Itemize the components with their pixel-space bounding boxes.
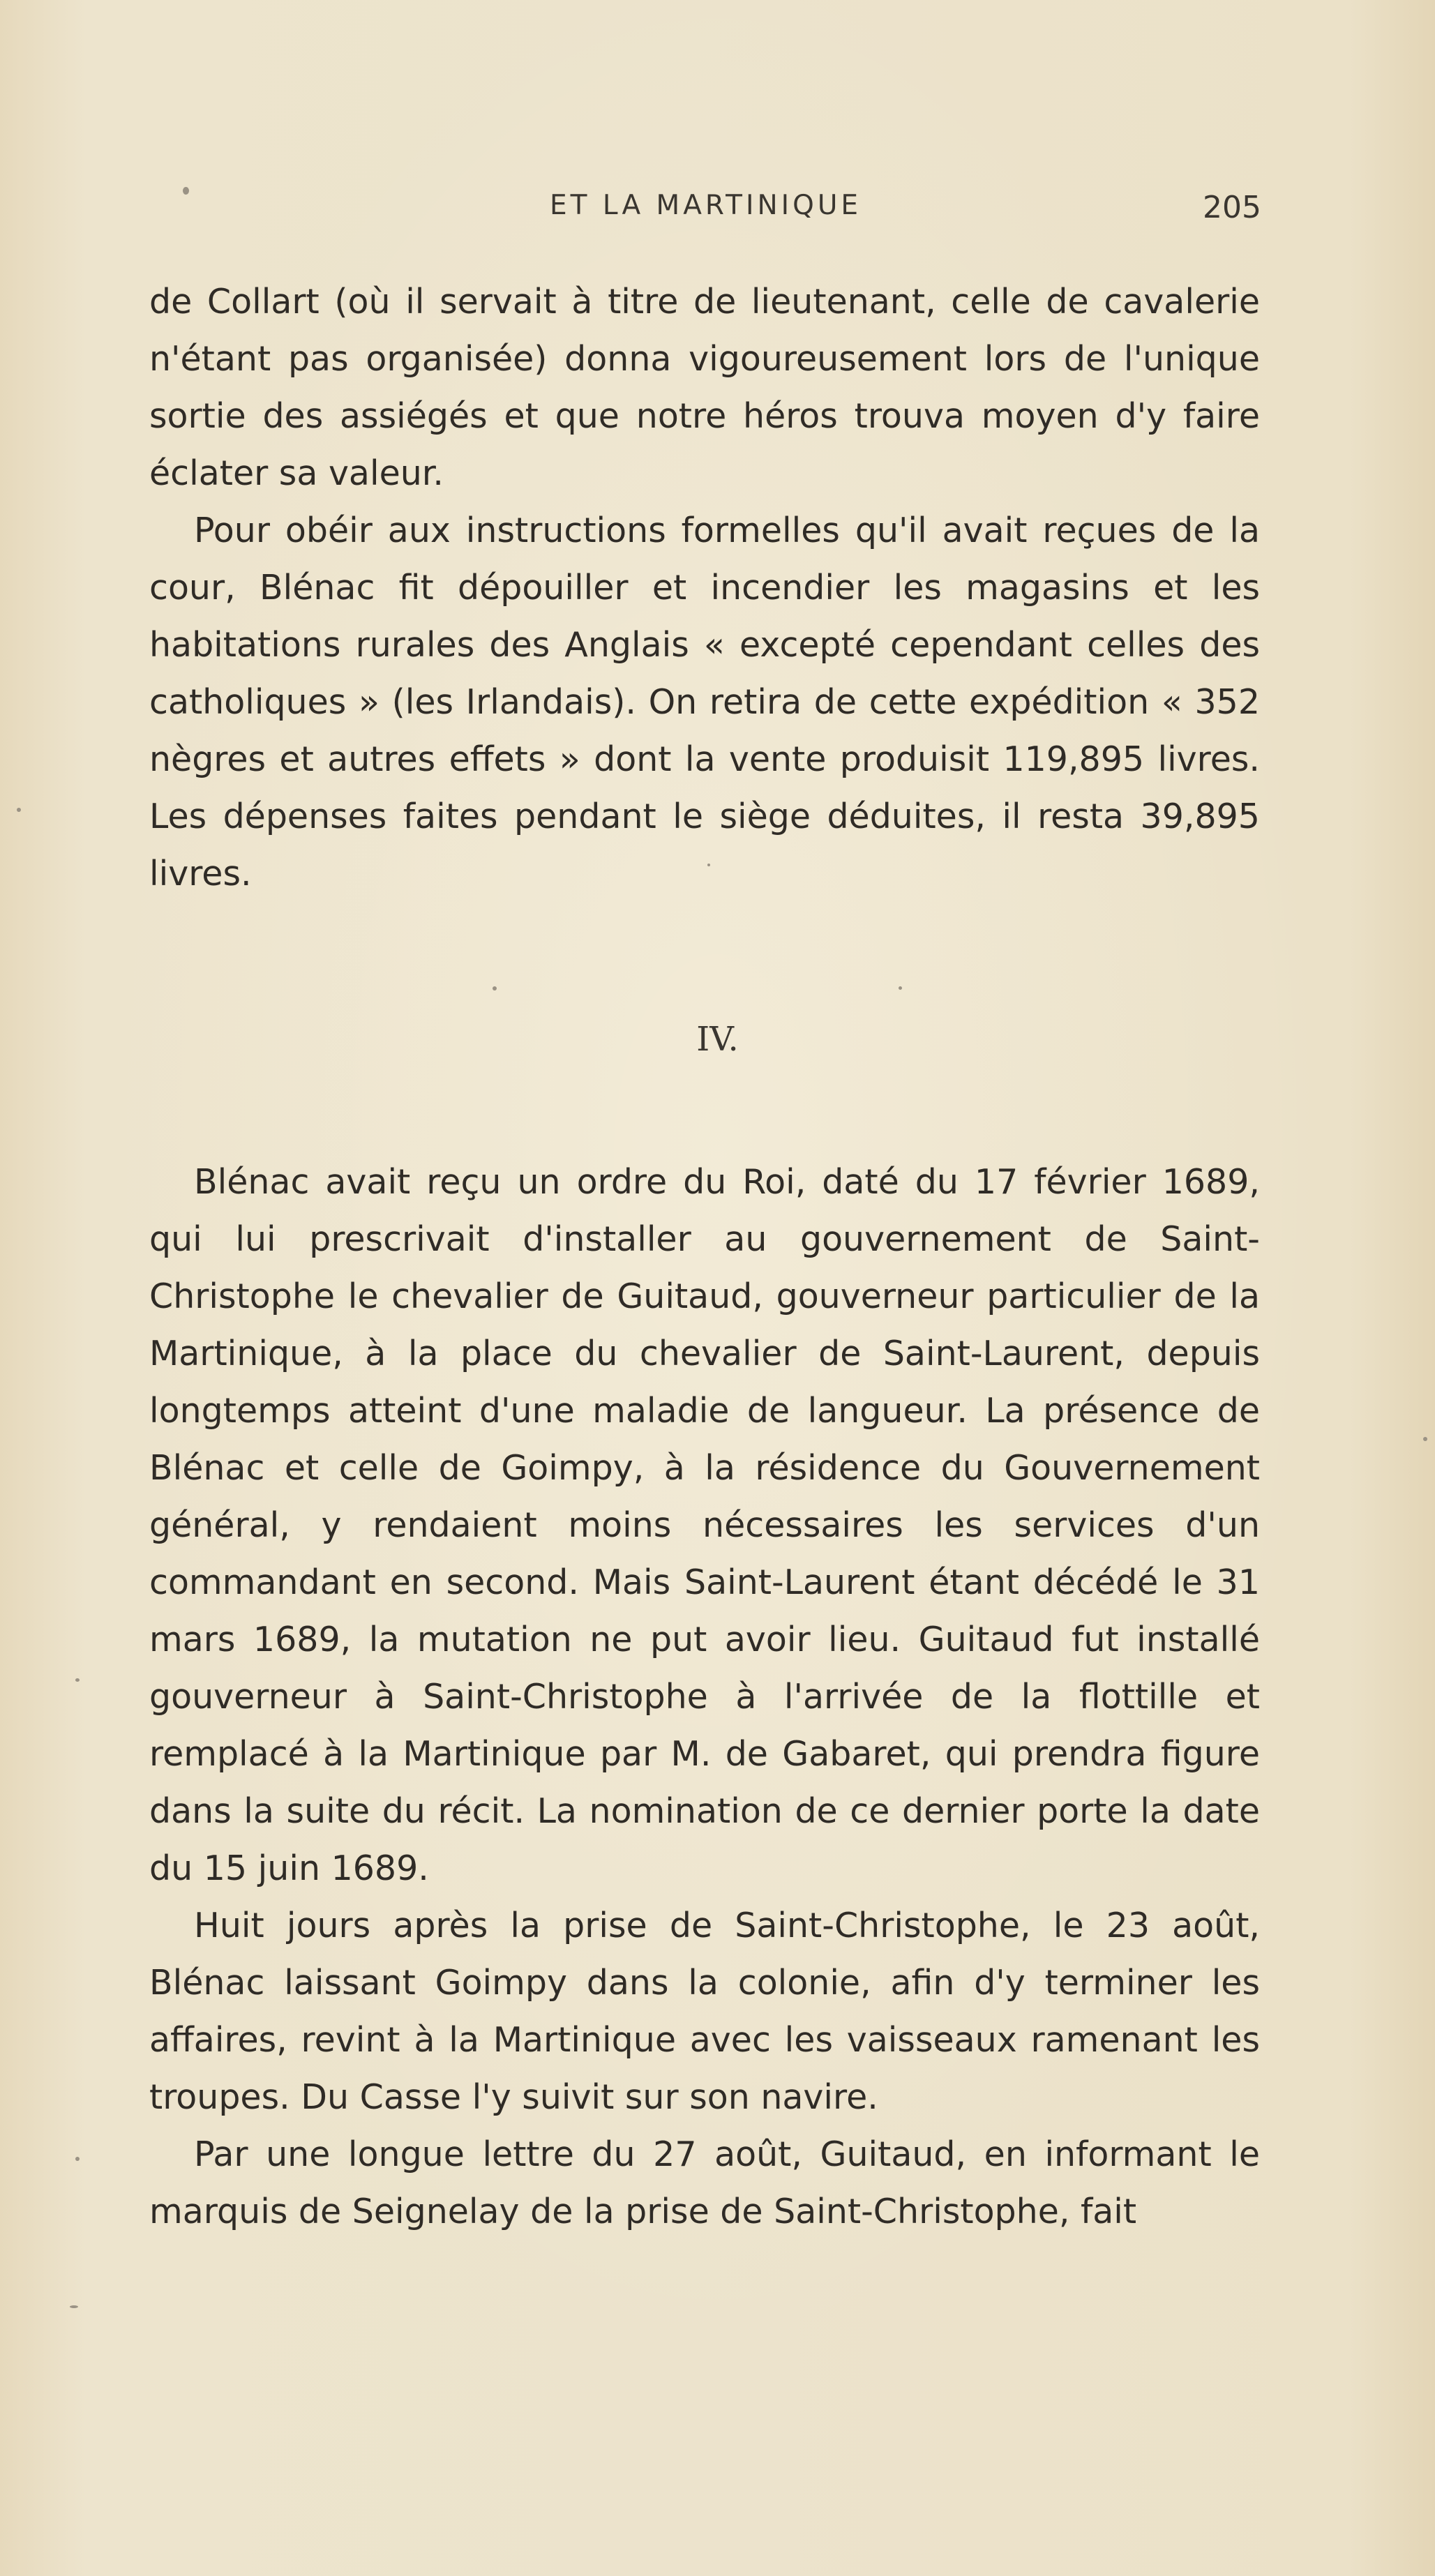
page-number: 205 bbox=[1203, 190, 1261, 225]
page-header bbox=[0, 190, 1435, 232]
paragraph: Pour obéir aux instructions formelles qu'il avait reçues de la cour, Blénac fit dépouiller et incendier les magasins et les habitations rurales des Anglais « excepté cependant celles des catholiques » (les Irlandais). On retira de cette expédition « 352 nègres et autres effets » dont la vente produisit 119,895 livres. Les dépenses faites pendant le siège déduites, il resta 39,895 livres. bbox=[149, 511, 1260, 894]
paragraph: Huit jours après la prise de Saint-Christophe, le 23 août, Blénac laissant Goimpy dans la colonie, afin d'y terminer les affaires, revint à la Martinique avec les vaisseaux ramenant les troupes. Du Casse l'y suivit sur son navire. bbox=[149, 1906, 1260, 2117]
paper-speck bbox=[70, 2305, 78, 2308]
paper-speck bbox=[899, 986, 902, 990]
paragraph: Blénac avait reçu un ordre du Roi, daté du 17 février 1689, qui lui prescrivait d'installer au gouvernement de Saint-Christophe le chevalier de Guitaud, gouverneur particulier de la Martinique, à la place du chevalier de Saint-Laurent, depuis longtemps atteint d'une maladie de langueur. La présence de Blénac et celle de Goimpy, à la résidence du Gouvernement général, y rendaient moins nécessaires les services d'un commandant en second. Mais Saint-Laurent étant décédé le 31 mars 1689, la mutation ne put avoir lieu. Guitaud fut installé gouverneur à Saint-Christophe à l'arrivée de la flottille et remplacé à la Martinique par M. de Gabaret, qui prendra figure dans la suite du récit. La nomination de ce dernier porte la date du 15 juin 1689. bbox=[149, 1162, 1260, 1888]
paper-speck bbox=[75, 1678, 80, 1682]
paragraph: Par une longue lettre du 27 août, Guitaud, en informant le marquis de Seignelay de la prise de Saint-Christophe, fait bbox=[149, 2134, 1260, 2231]
running-title: ET LA MARTINIQUE bbox=[550, 190, 862, 221]
paper-speck bbox=[17, 808, 21, 812]
paragraph: de Collart (où il servait à titre de lieutenant, celle de cavalerie n'étant pas organisée) donna vigoureusement lors de l'unique sortie des assiégés et que notre héros trouva moyen d'y faire éclater sa valeur. bbox=[149, 282, 1260, 493]
section-heading: IV. bbox=[696, 1020, 739, 1059]
text-block-after-heading bbox=[149, 1154, 1260, 2240]
text-block-before-heading bbox=[149, 273, 1260, 903]
paper-speck bbox=[75, 2157, 80, 2161]
paper-speck bbox=[1423, 1437, 1427, 1441]
paper-speck bbox=[493, 986, 497, 991]
